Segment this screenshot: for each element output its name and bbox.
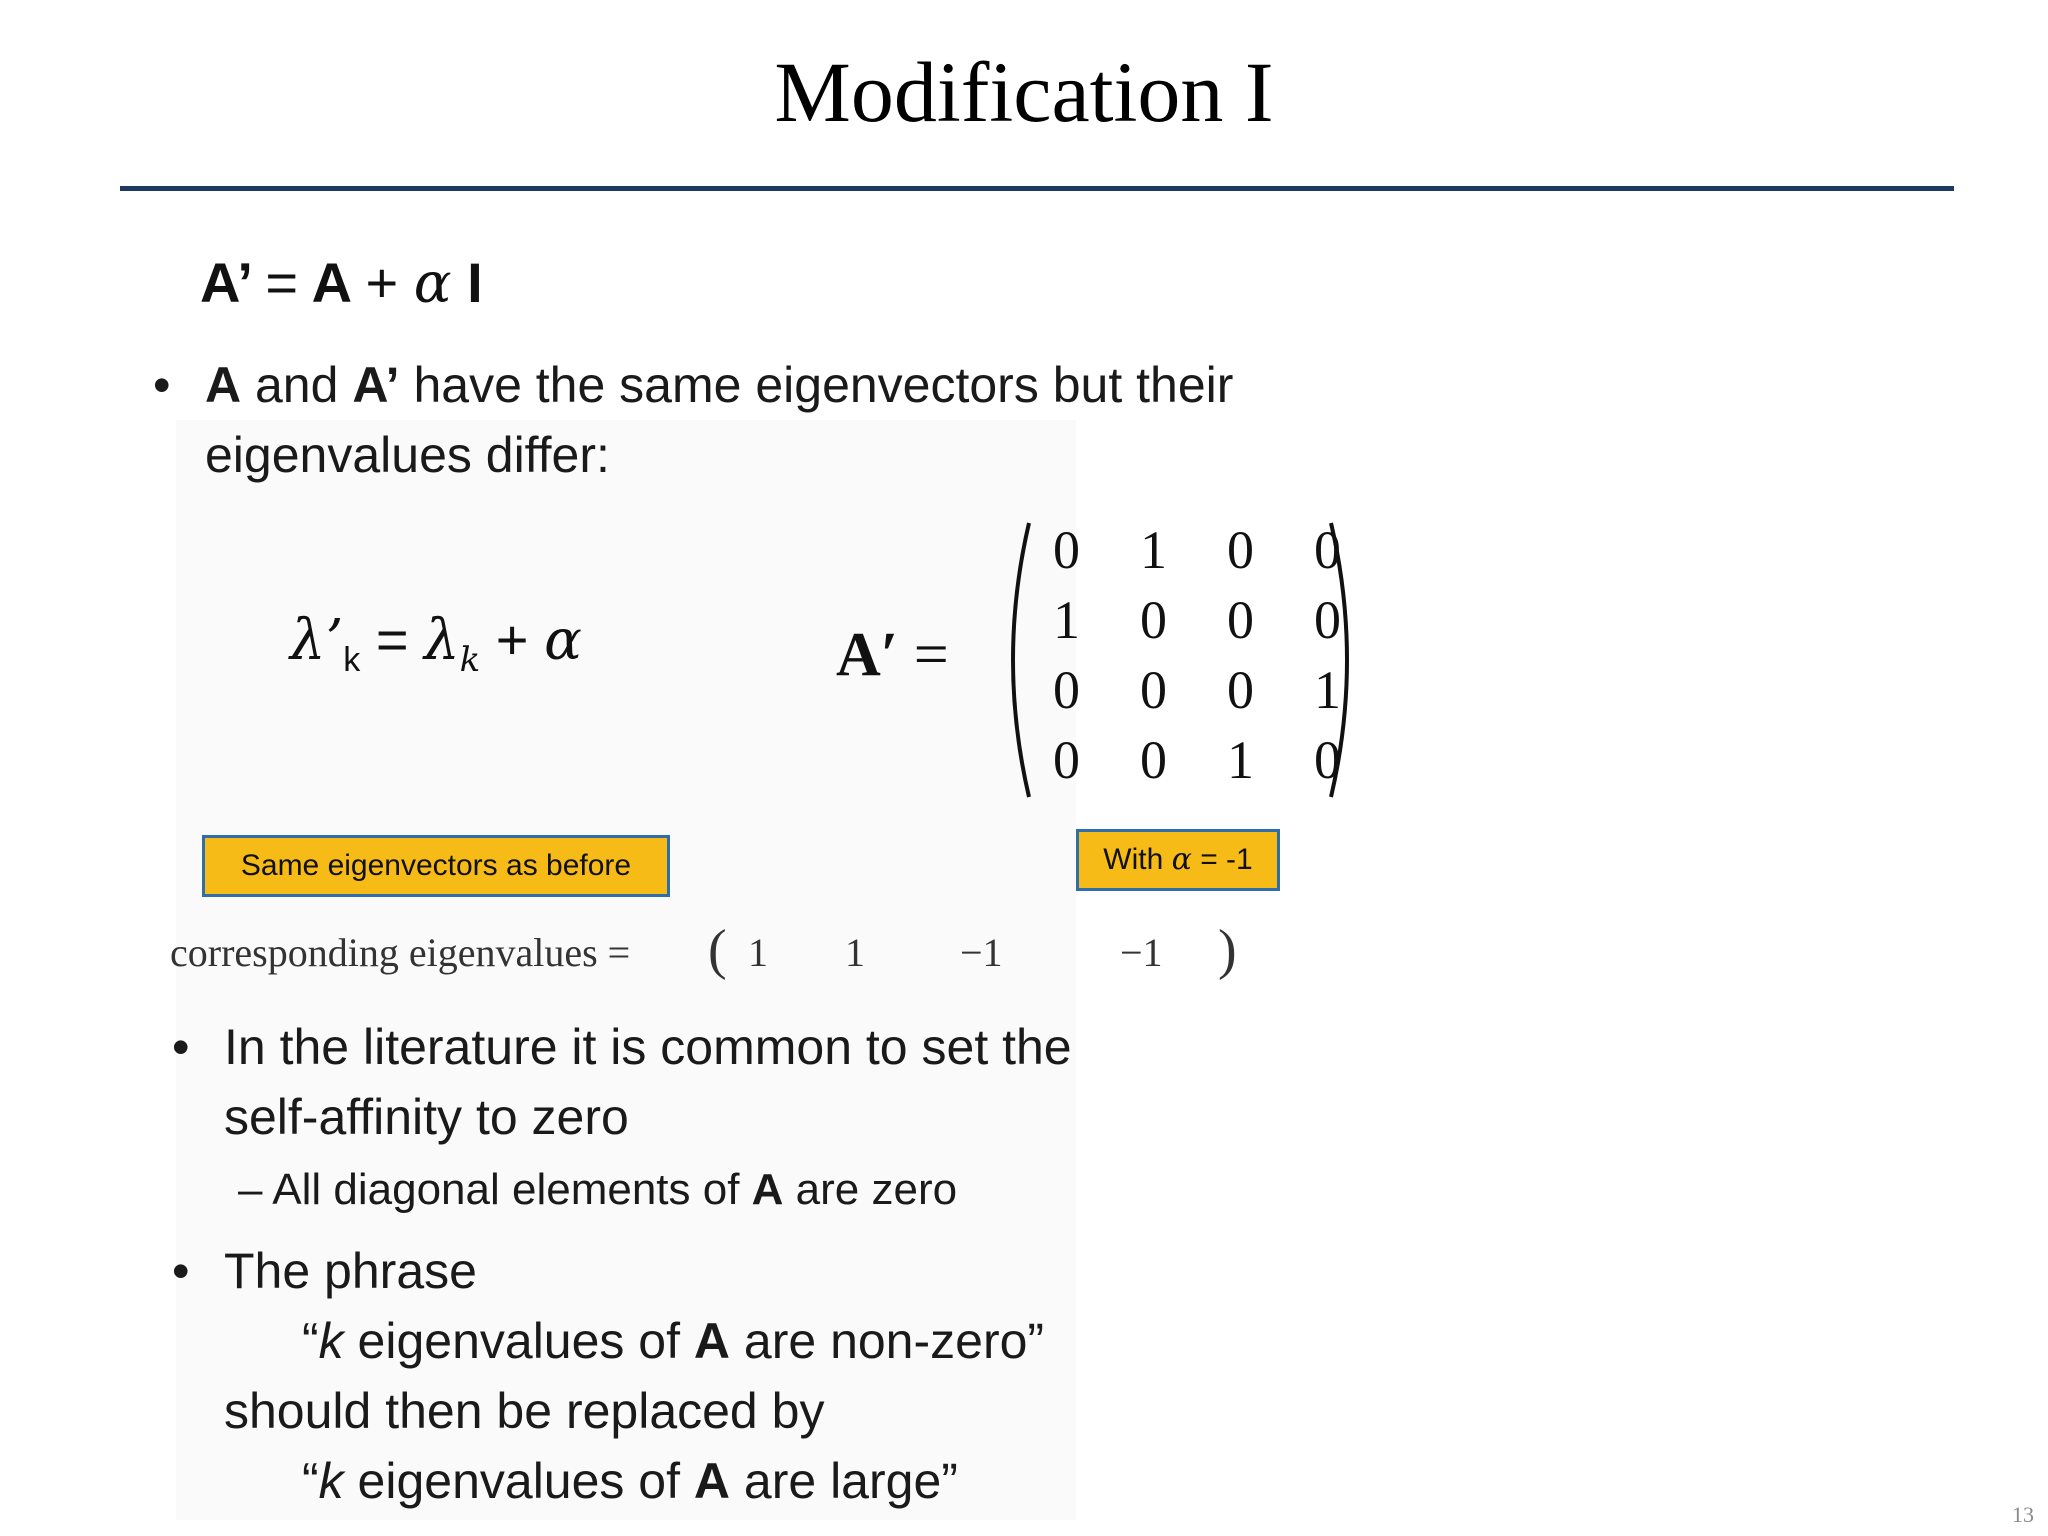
quote-large — [224, 1446, 1224, 1516]
bullet1-and: and — [241, 357, 353, 413]
matrix-cell: 0 — [1227, 660, 1254, 720]
bullet-self-affinity — [172, 1012, 1224, 1152]
matrix-cell: 0 — [1140, 660, 1167, 720]
callout-alpha: α — [1171, 842, 1192, 877]
quote-open: “ — [302, 1453, 319, 1509]
matrix-label — [836, 615, 949, 695]
modification-equation — [200, 248, 483, 319]
lambda: λ — [424, 608, 460, 673]
bullet-phrase — [172, 1236, 1224, 1516]
eigenvalue: −1 — [960, 930, 1003, 975]
sub-bullet-suffix: are zero — [783, 1165, 958, 1214]
bullet3-line1: The phrase — [224, 1243, 477, 1299]
eq-lhs: A’ — [200, 251, 250, 314]
eigenvalue: 1 — [845, 930, 865, 975]
matrix-cell: 0 — [1227, 520, 1254, 580]
matrix-cell: 0 — [1053, 520, 1080, 580]
eigenvalues-open-paren: ( — [708, 919, 727, 981]
matrix-cell: 0 — [1314, 590, 1341, 650]
quote-k: k — [318, 1453, 344, 1509]
eigenvalue-shift-equation — [290, 600, 582, 700]
matrix-cell: 1 — [1053, 590, 1080, 650]
title-divider — [120, 186, 1954, 191]
matrix-a-prime — [995, 515, 1365, 805]
quote-k: k — [318, 1313, 344, 1369]
eigenvalue: −1 — [1120, 930, 1163, 975]
matrix-cell: 0 — [1053, 730, 1080, 790]
slide-title: Modification I — [774, 44, 1274, 140]
matrix-cell: 0 — [1314, 730, 1341, 790]
eq-plus: + — [365, 251, 399, 314]
matrix-equals: = — [898, 621, 949, 689]
matrix-grid — [1023, 515, 1363, 805]
bullet1-rest: have the same eigenvectors but their — [399, 357, 1234, 413]
callout-with-suffix: = -1 — [1191, 843, 1253, 876]
sub-bullet-diagonal — [238, 1160, 957, 1220]
matrix-cell: 0 — [1140, 590, 1167, 650]
matrix-cell: 0 — [1227, 590, 1254, 650]
quote-non-zero — [224, 1306, 1224, 1376]
quote-end: are large” — [730, 1453, 958, 1509]
eigenvalues-label: corresponding eigenvalues = — [170, 930, 631, 975]
matrix-cell: 1 — [1227, 730, 1254, 790]
eigenvalue: 1 — [748, 930, 768, 975]
eigenvalues-row — [170, 920, 1270, 986]
bullet-same-eigenvectors — [153, 350, 1405, 490]
matrix-cell: 0 — [1140, 730, 1167, 790]
matrix-cell: 1 — [1314, 660, 1341, 720]
bullet2-line2: self-affinity to zero — [224, 1089, 629, 1145]
lambda-alpha: α — [544, 608, 582, 673]
callout-same-eigenvectors: Same eigenvectors as before — [202, 835, 670, 897]
bullet-dot: • — [153, 357, 171, 413]
sub-bullet-a: A — [751, 1165, 784, 1214]
bullet-dot: • — [172, 1019, 190, 1075]
bullet1-a-prime: A’ — [352, 357, 400, 413]
callout-with-prefix: With — [1103, 843, 1172, 876]
eq-a: A — [311, 251, 350, 314]
quote-mid: eigenvalues of — [343, 1453, 694, 1509]
lambda-eq-sign: = — [360, 608, 425, 671]
bullet1-a: A — [205, 357, 242, 413]
bullet3-line3: should then be replaced by — [224, 1383, 825, 1439]
lambda-plus: + — [480, 608, 545, 671]
matrix-name: A′ — [836, 621, 899, 689]
bullet2-line1: In the literature it is common to set the — [224, 1019, 1072, 1075]
quote-open: “ — [302, 1313, 319, 1369]
quote-a: A — [693, 1313, 731, 1369]
bullet-dot: • — [172, 1243, 190, 1299]
quote-a: A — [693, 1453, 731, 1509]
sub-bullet-prefix: – All diagonal elements of — [238, 1165, 752, 1214]
lambda-prime: λ’ — [290, 608, 344, 673]
bullet1-line2: eigenvalues differ: — [205, 427, 610, 483]
matrix-cell: 1 — [1140, 520, 1167, 580]
quote-mid: eigenvalues of — [343, 1313, 694, 1369]
lambda-prime-sub: k — [343, 641, 361, 680]
eq-identity: I — [467, 251, 483, 314]
page-number: 13 — [2012, 1502, 2034, 1527]
eq-alpha: α — [413, 251, 452, 316]
eigenvalues-close-paren: ) — [1218, 919, 1237, 981]
matrix-cell: 0 — [1314, 520, 1341, 580]
callout-with-alpha — [1076, 829, 1280, 891]
lambda-sub: k — [459, 640, 481, 681]
quote-end: are non-zero” — [730, 1313, 1045, 1369]
eq-equals: = — [265, 251, 299, 314]
matrix-cell: 0 — [1053, 660, 1080, 720]
